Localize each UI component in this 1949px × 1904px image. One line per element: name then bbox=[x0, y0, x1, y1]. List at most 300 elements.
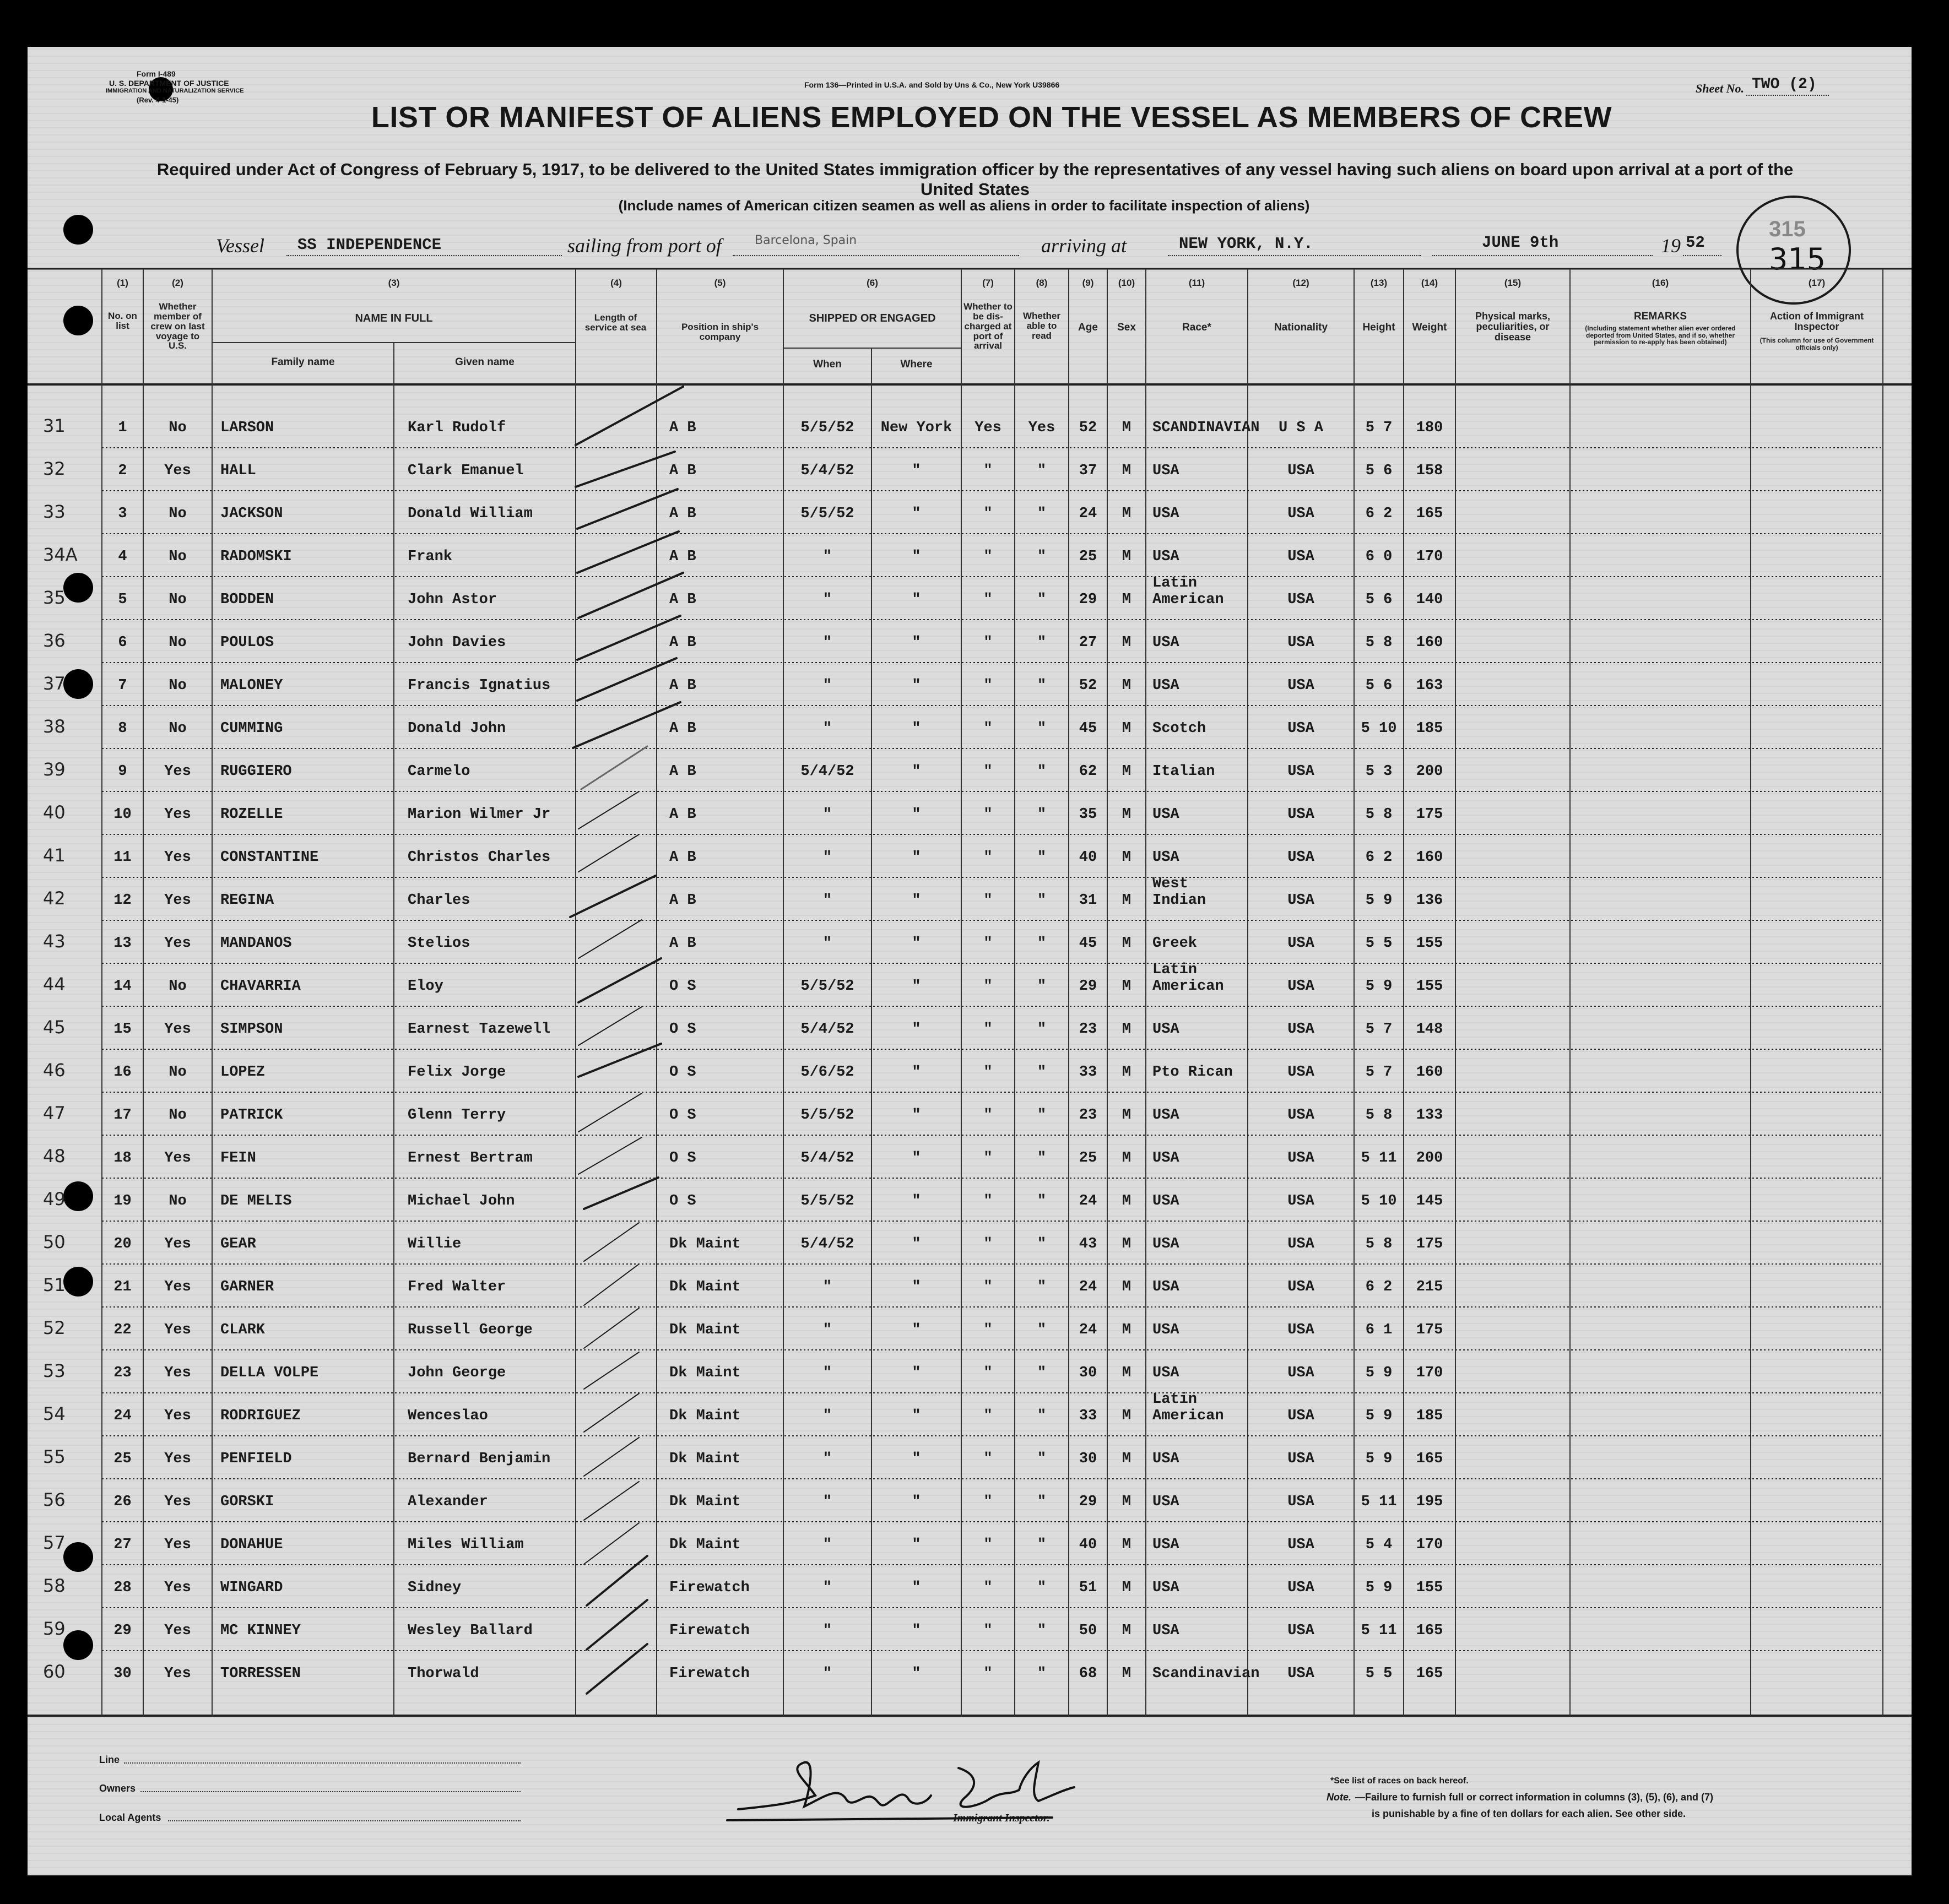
row-weight: 185 bbox=[1416, 720, 1443, 737]
row-previous-voyage: Yes bbox=[164, 763, 191, 780]
form-revision: (Rev. 4-1-45) bbox=[137, 96, 179, 104]
col-num-4: (4) bbox=[610, 278, 622, 288]
row-weight: 165 bbox=[1416, 1623, 1443, 1639]
row-margin-number: 34A bbox=[43, 544, 78, 565]
col-header-length-of-service: Length of service at sea bbox=[584, 312, 647, 333]
row-race: USA bbox=[1152, 1451, 1179, 1467]
row-age: 25 bbox=[1079, 549, 1097, 565]
row-age: 33 bbox=[1079, 1408, 1097, 1424]
row-margin-number: 37 bbox=[43, 673, 66, 694]
row-margin-number: 49 bbox=[43, 1189, 66, 1209]
row-list-number: 6 bbox=[118, 634, 127, 651]
row-age: 25 bbox=[1079, 1150, 1097, 1167]
row-position: A B bbox=[669, 720, 696, 737]
row-age: 40 bbox=[1079, 1537, 1097, 1553]
row-shipped-where: " bbox=[912, 763, 921, 780]
row-weight: 145 bbox=[1416, 1193, 1443, 1209]
arrival-year: 52 bbox=[1686, 234, 1705, 252]
row-weight: 175 bbox=[1416, 1322, 1443, 1338]
row-shipped-when: 5/4/52 bbox=[800, 463, 854, 479]
row-shipped-when: " bbox=[822, 1537, 832, 1553]
row-race: SCANDINAVIAN bbox=[1152, 420, 1260, 436]
row-discharged: " bbox=[983, 892, 993, 909]
row-nationality: USA bbox=[1287, 806, 1314, 823]
row-given-name: Fred Walter bbox=[408, 1279, 506, 1295]
row-nationality: USA bbox=[1287, 1279, 1314, 1295]
row-shipped-where: " bbox=[912, 592, 921, 608]
row-discharged: " bbox=[983, 1365, 993, 1381]
row-given-name: Wenceslao bbox=[408, 1408, 488, 1424]
row-margin-number: 50 bbox=[43, 1232, 66, 1252]
row-family-name: GEAR bbox=[220, 1236, 256, 1252]
row-given-name: Christos Charles bbox=[408, 849, 551, 866]
row-shipped-when: " bbox=[822, 1408, 832, 1424]
col-num-6: (6) bbox=[867, 278, 878, 288]
row-race: USA bbox=[1152, 1236, 1179, 1252]
row-nationality: USA bbox=[1287, 1064, 1314, 1081]
row-weight: 175 bbox=[1416, 1236, 1443, 1252]
row-sex: M bbox=[1122, 1365, 1131, 1381]
row-discharged: " bbox=[983, 978, 993, 995]
row-margin-number: 38 bbox=[43, 716, 66, 737]
row-sex: M bbox=[1122, 634, 1131, 651]
row-list-number: 16 bbox=[113, 1064, 132, 1081]
row-previous-voyage: Yes bbox=[164, 463, 191, 479]
row-position: A B bbox=[669, 849, 696, 866]
row-sex: M bbox=[1122, 1623, 1131, 1639]
row-age: 43 bbox=[1079, 1236, 1097, 1252]
row-position: Firewatch bbox=[669, 1623, 750, 1639]
line-underline bbox=[124, 1762, 521, 1764]
row-weight: 200 bbox=[1416, 763, 1443, 780]
col-header-age: Age bbox=[1078, 322, 1098, 333]
row-previous-voyage: Yes bbox=[164, 1021, 191, 1038]
row-weight: 140 bbox=[1416, 592, 1443, 608]
row-sex: M bbox=[1122, 806, 1131, 823]
row-position: O S bbox=[669, 1064, 696, 1081]
row-height: 5 7 bbox=[1365, 1064, 1393, 1081]
row-race-line-2: Indian bbox=[1152, 892, 1206, 909]
row-race: USA bbox=[1152, 1623, 1179, 1639]
row-shipped-where: " bbox=[912, 1322, 921, 1338]
row-given-name: John Astor bbox=[408, 592, 497, 608]
page-title: LIST OR MANIFEST OF ALIENS EMPLOYED ON THE VESSEL AS MEMBERS OF CREW bbox=[371, 101, 1612, 134]
note-text-2: is punishable by a fine of ten dollars for each alien. See other side. bbox=[1372, 1808, 1686, 1819]
row-age: 45 bbox=[1079, 720, 1097, 737]
col-num-5: (5) bbox=[714, 278, 726, 288]
row-given-name: Frank bbox=[408, 549, 453, 565]
row-shipped-when: " bbox=[822, 592, 832, 608]
row-list-number: 29 bbox=[113, 1623, 132, 1639]
row-position: Dk Maint bbox=[669, 1365, 741, 1381]
row-shipped-where: " bbox=[912, 849, 921, 866]
row-position: A B bbox=[669, 506, 696, 522]
row-able-to-read: " bbox=[1037, 1666, 1047, 1682]
row-shipped-where: " bbox=[912, 1537, 921, 1553]
row-margin-number: 55 bbox=[43, 1446, 66, 1467]
row-family-name: RODRIGUEZ bbox=[220, 1408, 301, 1424]
row-family-name: GORSKI bbox=[220, 1494, 274, 1510]
row-sex: M bbox=[1122, 1107, 1131, 1124]
row-race: USA bbox=[1152, 1107, 1179, 1124]
row-discharged: " bbox=[983, 677, 993, 694]
col-header-weight: Weight bbox=[1412, 322, 1447, 333]
row-given-name: Bernard Benjamin bbox=[408, 1451, 551, 1467]
row-height: 6 1 bbox=[1365, 1322, 1393, 1338]
row-shipped-where: " bbox=[912, 463, 921, 479]
row-family-name: CHAVARRIA bbox=[220, 978, 301, 995]
row-given-name: Eloy bbox=[408, 978, 443, 995]
page-subtitle: Required under Act of Congress of February 5, 1917, to be delivered to the United States immigration officer by the representatives of any vessel having such aliens on board upon arrival at a port of the United States bbox=[156, 160, 1794, 199]
row-position: O S bbox=[669, 1021, 696, 1038]
row-list-number: 8 bbox=[118, 720, 127, 737]
row-age: 52 bbox=[1079, 677, 1097, 694]
row-discharged: " bbox=[983, 1193, 993, 1209]
row-previous-voyage: Yes bbox=[164, 1666, 191, 1682]
row-able-to-read: " bbox=[1037, 549, 1047, 565]
row-height: 5 11 bbox=[1361, 1494, 1397, 1510]
row-weight: 155 bbox=[1416, 978, 1443, 995]
row-shipped-when: " bbox=[822, 1580, 832, 1596]
row-able-to-read: " bbox=[1037, 935, 1047, 952]
row-able-to-read: " bbox=[1037, 1279, 1047, 1295]
row-age: 24 bbox=[1079, 506, 1097, 522]
row-weight: 155 bbox=[1416, 935, 1443, 952]
row-race: West bbox=[1152, 876, 1188, 892]
row-family-name: DE MELIS bbox=[220, 1193, 292, 1209]
row-family-name: PENFIELD bbox=[220, 1451, 292, 1467]
row-margin-number: 33 bbox=[43, 501, 66, 522]
row-previous-voyage: Yes bbox=[164, 1580, 191, 1596]
row-race: Latin bbox=[1152, 575, 1198, 592]
row-given-name: Michael John bbox=[408, 1193, 515, 1209]
row-weight: 165 bbox=[1416, 1666, 1443, 1682]
row-nationality: USA bbox=[1287, 763, 1314, 780]
row-height: 6 2 bbox=[1365, 849, 1393, 866]
col-num-8: (8) bbox=[1036, 278, 1048, 288]
row-height: 5 8 bbox=[1365, 806, 1393, 823]
row-race: USA bbox=[1152, 506, 1179, 522]
row-nationality: USA bbox=[1287, 1451, 1314, 1467]
row-nationality: USA bbox=[1287, 1322, 1314, 1338]
row-weight: 170 bbox=[1416, 1537, 1443, 1553]
row-nationality: USA bbox=[1287, 1236, 1314, 1252]
row-nationality: USA bbox=[1287, 935, 1314, 952]
row-margin-number: 43 bbox=[43, 931, 66, 952]
row-sex: M bbox=[1122, 1322, 1131, 1338]
row-position: A B bbox=[669, 935, 696, 952]
col-header-name-in-full: NAME IN FULL bbox=[355, 312, 433, 324]
col-header-physical-marks: Physical marks, peculiarities, or disease bbox=[1475, 311, 1551, 343]
row-shipped-where: " bbox=[912, 1451, 921, 1467]
row-given-name: Glenn Terry bbox=[408, 1107, 506, 1124]
row-list-number: 17 bbox=[113, 1107, 132, 1124]
races-note: *See list of races on back hereof. bbox=[1330, 1776, 1469, 1786]
row-shipped-where: " bbox=[912, 1064, 921, 1081]
row-list-number: 12 bbox=[113, 892, 132, 909]
row-weight: 160 bbox=[1416, 634, 1443, 651]
row-list-number: 5 bbox=[118, 592, 127, 608]
row-discharged: " bbox=[983, 806, 993, 823]
row-position: Firewatch bbox=[669, 1666, 750, 1682]
row-given-name: Donald William bbox=[408, 506, 533, 522]
row-nationality: USA bbox=[1287, 634, 1314, 651]
row-nationality: USA bbox=[1287, 720, 1314, 737]
row-shipped-when: " bbox=[822, 634, 832, 651]
row-discharged: " bbox=[983, 1666, 993, 1682]
row-able-to-read: " bbox=[1037, 592, 1047, 608]
row-list-number: 18 bbox=[113, 1150, 132, 1167]
row-given-name: Thorwald bbox=[408, 1666, 479, 1682]
row-previous-voyage: Yes bbox=[164, 1537, 191, 1553]
row-list-number: 10 bbox=[113, 806, 132, 823]
row-list-number: 11 bbox=[113, 849, 132, 866]
row-weight: 175 bbox=[1416, 806, 1443, 823]
row-weight: 180 bbox=[1416, 420, 1443, 436]
row-margin-number: 41 bbox=[43, 845, 66, 866]
row-nationality: USA bbox=[1287, 1365, 1314, 1381]
row-weight: 200 bbox=[1416, 1150, 1443, 1167]
row-discharged: " bbox=[983, 1408, 993, 1424]
row-sex: M bbox=[1122, 506, 1131, 522]
page-note: (Include names of American citizen seamen as well as aliens in order to facilitate inspection of aliens) bbox=[618, 197, 1310, 214]
row-age: 29 bbox=[1079, 592, 1097, 608]
row-age: 33 bbox=[1079, 1064, 1097, 1081]
col-header-discharged: Whether to be dis-charged at port of arrival bbox=[963, 301, 1013, 351]
row-age: 24 bbox=[1079, 1279, 1097, 1295]
row-discharged: " bbox=[983, 720, 993, 737]
row-given-name: Carmelo bbox=[408, 763, 470, 780]
row-list-number: 22 bbox=[113, 1322, 132, 1338]
row-margin-number: 56 bbox=[43, 1489, 66, 1510]
row-discharged: " bbox=[983, 1580, 993, 1596]
row-family-name: TORRESSEN bbox=[220, 1666, 301, 1682]
row-sex: M bbox=[1122, 1021, 1131, 1038]
row-sex: M bbox=[1122, 592, 1131, 608]
row-sex: M bbox=[1122, 677, 1131, 694]
inspector-label: Immigrant Inspector. bbox=[953, 1812, 1050, 1824]
row-shipped-where: " bbox=[912, 677, 921, 694]
row-given-name: Stelios bbox=[408, 935, 470, 952]
row-age: 62 bbox=[1079, 763, 1097, 780]
row-shipped-when: " bbox=[822, 549, 832, 565]
row-shipped-when: " bbox=[822, 849, 832, 866]
row-previous-voyage: No bbox=[169, 634, 187, 651]
row-weight: 170 bbox=[1416, 1365, 1443, 1381]
sheet-number: TWO (2) bbox=[1752, 76, 1817, 93]
sheet-label: Sheet No. bbox=[1696, 82, 1744, 95]
row-weight: 133 bbox=[1416, 1107, 1443, 1124]
row-position: A B bbox=[669, 677, 696, 694]
row-shipped-when: " bbox=[822, 1365, 832, 1381]
row-age: 35 bbox=[1079, 806, 1097, 823]
row-height: 5 8 bbox=[1365, 1236, 1393, 1252]
row-race: USA bbox=[1152, 849, 1179, 866]
row-list-number: 1 bbox=[118, 420, 127, 436]
row-race-line-2: American bbox=[1152, 1408, 1224, 1424]
col-header-remarks: REMARKS bbox=[1633, 311, 1687, 322]
row-position: O S bbox=[669, 1150, 696, 1167]
row-height: 5 11 bbox=[1361, 1623, 1397, 1639]
row-family-name: FEIN bbox=[220, 1150, 256, 1167]
row-nationality: USA bbox=[1287, 1537, 1314, 1553]
vessel-label: Vessel bbox=[216, 235, 264, 257]
row-height: 5 8 bbox=[1365, 634, 1393, 651]
row-discharged: " bbox=[983, 1623, 993, 1639]
row-able-to-read: " bbox=[1037, 1623, 1047, 1639]
row-nationality: USA bbox=[1287, 1021, 1314, 1038]
row-discharged: " bbox=[983, 506, 993, 522]
row-family-name: MALONEY bbox=[220, 677, 283, 694]
row-given-name: Francis Ignatius bbox=[408, 677, 551, 694]
row-nationality: USA bbox=[1287, 1150, 1314, 1167]
row-height: 5 3 bbox=[1365, 763, 1393, 780]
row-margin-number: 35 bbox=[43, 587, 66, 608]
note-text: —Failure to furnish full or correct information in columns (3), (5), (6), and (7) bbox=[1355, 1792, 1714, 1803]
row-discharged: " bbox=[983, 1451, 993, 1467]
row-position: O S bbox=[669, 978, 696, 995]
row-nationality: USA bbox=[1287, 549, 1314, 565]
row-given-name: John George bbox=[408, 1365, 506, 1381]
row-position: Dk Maint bbox=[669, 1279, 741, 1295]
row-shipped-when: " bbox=[822, 1494, 832, 1510]
row-shipped-when: 5/5/52 bbox=[800, 978, 854, 995]
row-list-number: 9 bbox=[118, 763, 127, 780]
row-given-name: Sidney bbox=[408, 1580, 462, 1596]
row-able-to-read: " bbox=[1037, 634, 1047, 651]
row-shipped-when: 5/5/52 bbox=[800, 1107, 854, 1124]
row-margin-number: 52 bbox=[43, 1317, 66, 1338]
row-height: 5 10 bbox=[1361, 720, 1397, 737]
col-header-sex: Sex bbox=[1117, 322, 1136, 333]
row-previous-voyage: No bbox=[169, 677, 187, 694]
row-nationality: USA bbox=[1287, 1408, 1314, 1424]
row-age: 29 bbox=[1079, 978, 1097, 995]
row-sex: M bbox=[1122, 935, 1131, 952]
row-margin-number: 39 bbox=[43, 759, 66, 780]
row-list-number: 19 bbox=[113, 1193, 132, 1209]
row-sex: M bbox=[1122, 1150, 1131, 1167]
row-nationality: USA bbox=[1287, 849, 1314, 866]
row-shipped-when: " bbox=[822, 806, 832, 823]
col-header-nationality: Nationality bbox=[1274, 322, 1328, 333]
row-position: A B bbox=[669, 463, 696, 479]
row-height: 5 9 bbox=[1365, 1451, 1393, 1467]
row-able-to-read: " bbox=[1037, 849, 1047, 866]
col-num-11: (11) bbox=[1188, 278, 1205, 288]
row-weight: 195 bbox=[1416, 1494, 1443, 1510]
row-position: A B bbox=[669, 634, 696, 651]
row-height: 5 8 bbox=[1365, 1107, 1393, 1124]
row-discharged: " bbox=[983, 1064, 993, 1081]
row-race: USA bbox=[1152, 677, 1179, 694]
row-given-name: Alexander bbox=[408, 1494, 488, 1510]
row-position: Dk Maint bbox=[669, 1537, 741, 1553]
row-shipped-when: " bbox=[822, 720, 832, 737]
row-able-to-read: Yes bbox=[1028, 420, 1055, 436]
row-position: A B bbox=[669, 592, 696, 608]
col-num-17: (17) bbox=[1808, 278, 1826, 288]
row-previous-voyage: Yes bbox=[164, 935, 191, 952]
row-family-name: CONSTANTINE bbox=[220, 849, 319, 866]
row-shipped-when: 5/4/52 bbox=[800, 763, 854, 780]
row-family-name: CLARK bbox=[220, 1322, 266, 1338]
row-previous-voyage: No bbox=[169, 592, 187, 608]
row-sex: M bbox=[1122, 978, 1131, 995]
row-position: A B bbox=[669, 892, 696, 909]
row-margin-number: 32 bbox=[43, 458, 66, 479]
row-height: 5 9 bbox=[1365, 1580, 1393, 1596]
row-able-to-read: " bbox=[1037, 1021, 1047, 1038]
row-nationality: USA bbox=[1287, 463, 1314, 479]
row-discharged: " bbox=[983, 1279, 993, 1295]
row-shipped-where: " bbox=[912, 634, 921, 651]
row-shipped-where: New York bbox=[880, 420, 952, 436]
year-prefix: 19 bbox=[1661, 235, 1681, 257]
row-able-to-read: " bbox=[1037, 892, 1047, 909]
row-previous-voyage: Yes bbox=[164, 849, 191, 866]
row-discharged: " bbox=[983, 1021, 993, 1038]
row-height: 5 5 bbox=[1365, 935, 1393, 952]
row-age: 29 bbox=[1079, 1494, 1097, 1510]
row-previous-voyage: Yes bbox=[164, 892, 191, 909]
row-given-name: John Davies bbox=[408, 634, 506, 651]
row-height: 5 9 bbox=[1365, 892, 1393, 909]
row-position: Dk Maint bbox=[669, 1322, 741, 1338]
row-sex: M bbox=[1122, 1193, 1131, 1209]
row-height: 5 10 bbox=[1361, 1193, 1397, 1209]
row-nationality: U S A bbox=[1278, 420, 1323, 436]
stamp-number-bottom: 315 bbox=[1769, 242, 1826, 276]
row-discharged: " bbox=[983, 549, 993, 565]
row-discharged: " bbox=[983, 463, 993, 479]
row-list-number: 23 bbox=[113, 1365, 132, 1381]
row-discharged: " bbox=[983, 849, 993, 866]
row-family-name: ROZELLE bbox=[220, 806, 283, 823]
row-shipped-when: " bbox=[822, 892, 832, 909]
row-family-name: PATRICK bbox=[220, 1107, 283, 1124]
row-height: 5 9 bbox=[1365, 1365, 1393, 1381]
col-header-height: Height bbox=[1362, 322, 1395, 333]
row-sex: M bbox=[1122, 463, 1131, 479]
row-able-to-read: " bbox=[1037, 1107, 1047, 1124]
row-able-to-read: " bbox=[1037, 763, 1047, 780]
owners-underline bbox=[140, 1791, 521, 1792]
row-shipped-where: " bbox=[912, 1666, 921, 1682]
row-sex: M bbox=[1122, 1408, 1131, 1424]
row-previous-voyage: No bbox=[169, 720, 187, 737]
row-shipped-when: " bbox=[822, 1666, 832, 1682]
row-list-number: 15 bbox=[113, 1021, 132, 1038]
row-position: Dk Maint bbox=[669, 1236, 741, 1252]
row-shipped-when: 5/5/52 bbox=[800, 1193, 854, 1209]
row-age: 37 bbox=[1079, 463, 1097, 479]
row-margin-number: 45 bbox=[43, 1017, 66, 1038]
row-shipped-when: 5/4/52 bbox=[800, 1021, 854, 1038]
row-height: 5 6 bbox=[1365, 677, 1393, 694]
row-margin-number: 44 bbox=[43, 974, 66, 995]
row-shipped-when: " bbox=[822, 1451, 832, 1467]
col-num-3: (3) bbox=[388, 278, 400, 288]
row-shipped-when: 5/4/52 bbox=[800, 1150, 854, 1167]
row-given-name: Karl Rudolf bbox=[408, 420, 506, 436]
row-sex: M bbox=[1122, 1537, 1131, 1553]
row-shipped-where: " bbox=[912, 892, 921, 909]
row-given-name: Earnest Tazewell bbox=[408, 1021, 551, 1038]
row-able-to-read: " bbox=[1037, 1150, 1047, 1167]
col-num-10: (10) bbox=[1118, 278, 1135, 288]
row-shipped-when: " bbox=[822, 677, 832, 694]
